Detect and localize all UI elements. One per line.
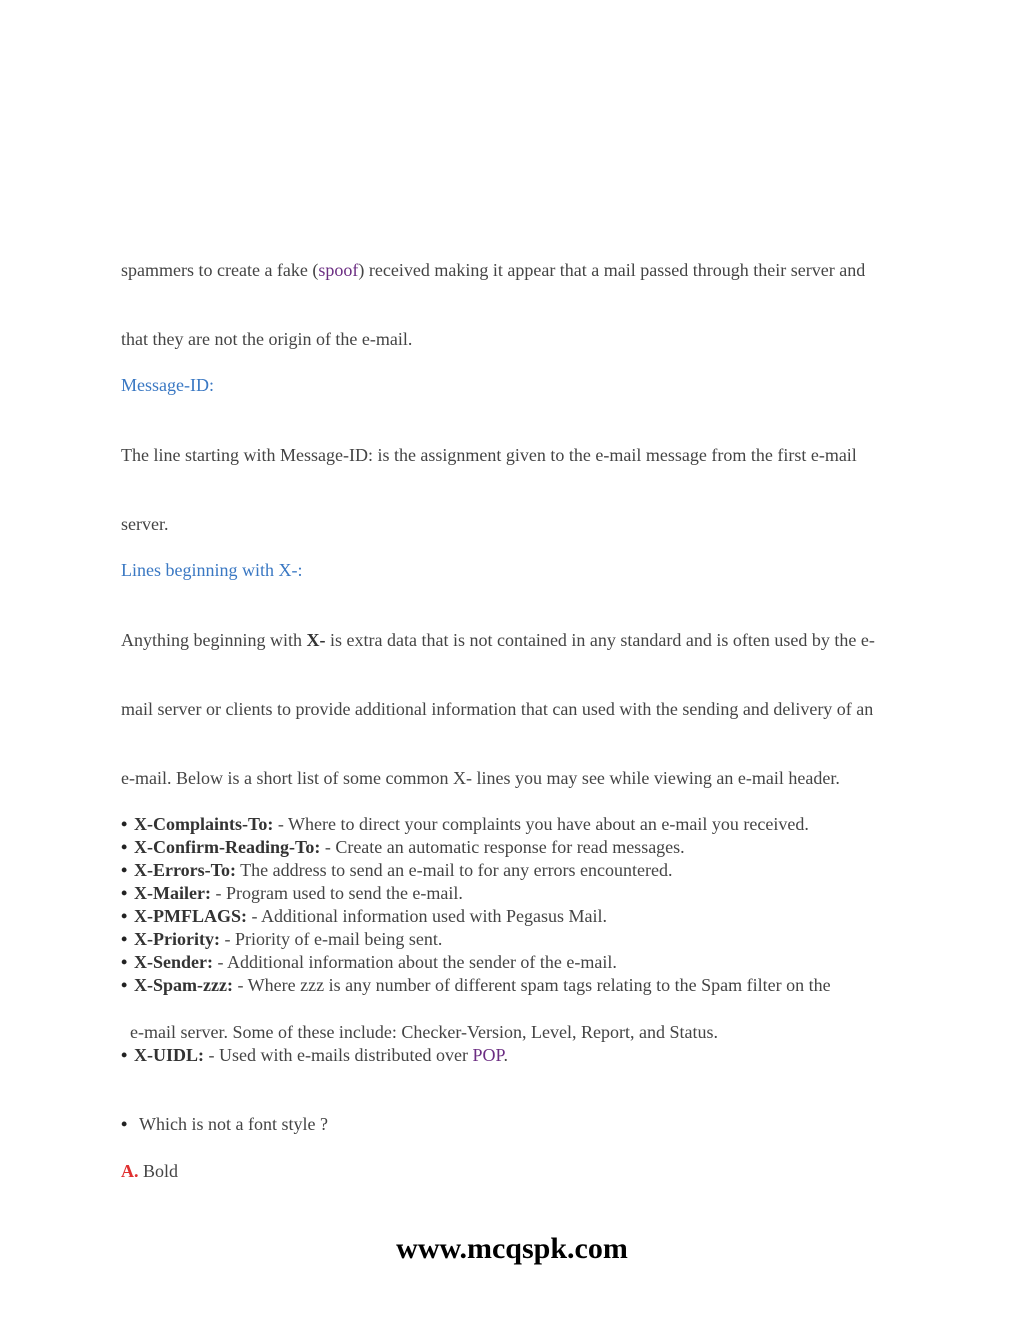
bullet-desc: - Used with e-mails distributed over: [204, 1045, 473, 1065]
paragraph-x-intro: [121, 629, 891, 652]
heading-message-id: Message-ID:: [121, 375, 214, 395]
list-item-x-uidl: [121, 1044, 891, 1067]
list-item: [121, 859, 891, 882]
paragraph-message-id: The line starting with Message-ID: is the assignment given to the e-mail message from the first e-mail: [121, 445, 857, 465]
x-term: X-: [306, 630, 326, 650]
bullet-end: .: [503, 1045, 508, 1065]
bullet-desc: - Program used to send the e-mail.: [210, 883, 463, 903]
list-item: [121, 836, 891, 859]
bullet-icon: •: [121, 837, 128, 857]
spam-continuation: e-mail server. Some of these include: Checker-Version, Level, Report, and Status.: [130, 1022, 718, 1042]
bullet-desc: - Additional information used with Pegasus Mail.: [246, 906, 607, 926]
bullet-icon: •: [121, 952, 128, 972]
spoof-link[interactable]: spoof: [318, 260, 359, 280]
bullet-icon: •: [121, 906, 128, 926]
bullet-desc: - Where to direct your complaints you have about an e-mail you received.: [273, 814, 809, 834]
bullet-icon: •: [121, 929, 128, 949]
list-item: [121, 813, 891, 836]
option-a[interactable]: [121, 1160, 891, 1183]
question-text: Which is not a font style ?: [139, 1114, 328, 1134]
bullet-term: X-Spam-zzz:: [134, 975, 233, 995]
paragraph-mail-server: mail server or clients to provide additional information that can used with the sending and delivery of an: [121, 699, 874, 719]
bullet-term: X-PMFLAGS:: [134, 906, 247, 926]
bullet-icon: •: [121, 1045, 128, 1065]
text: spammers to create a fake (: [121, 260, 319, 280]
list-item: [121, 928, 891, 951]
text: is extra data that is not contained in any standard and is often used by the e-: [325, 630, 875, 650]
bullet-term: X-UIDL:: [134, 1045, 204, 1065]
paragraph-below-list: e-mail. Below is a short list of some common X- lines you may see while viewing an e-mail header.: [121, 768, 840, 788]
bullet-icon: •: [121, 883, 128, 903]
paragraph-origin: that they are not the origin of the e-mail.: [121, 329, 413, 349]
list-item: [121, 905, 891, 928]
pop-link[interactable]: POP: [472, 1045, 504, 1065]
bullet-term: X-Complaints-To:: [134, 814, 274, 834]
bullet-icon: •: [121, 860, 128, 880]
option-letter: A.: [121, 1161, 139, 1181]
bullet-desc: The address to send an e-mail to for any errors encountered.: [236, 860, 673, 880]
list-item: [121, 882, 891, 905]
list-item: [121, 974, 891, 997]
bullet-desc: - Create an automatic response for read messages.: [320, 837, 685, 857]
bullet-desc: - Priority of e-mail being sent.: [219, 929, 443, 949]
bullet-term: X-Confirm-Reading-To:: [134, 837, 321, 857]
option-text: Bold: [138, 1161, 179, 1181]
bullet-term: X-Mailer:: [134, 883, 211, 903]
question-item: [121, 1113, 891, 1136]
text: ) received making it appear that a mail passed through their server and: [358, 260, 866, 280]
bullet-icon: •: [121, 975, 128, 995]
bullet-desc: - Where zzz is any number of different spam tags relating to the Spam filter on the: [232, 975, 831, 995]
paragraph-spoof: [121, 259, 891, 282]
paragraph-server: server.: [121, 514, 169, 534]
bullet-icon: •: [121, 814, 128, 834]
bullet-term: X-Priority:: [134, 929, 220, 949]
heading-x-lines: Lines beginning with X-:: [121, 560, 303, 580]
footer-website: www.mcqspk.com: [396, 1232, 628, 1265]
bullet-icon: •: [121, 1114, 128, 1134]
list-item: [121, 951, 891, 974]
bullet-desc: - Additional information about the sender of the e-mail.: [213, 952, 617, 972]
text: Anything beginning with: [121, 630, 307, 650]
bullet-term: X-Sender:: [134, 952, 213, 972]
bullet-term: X-Errors-To:: [134, 860, 236, 880]
